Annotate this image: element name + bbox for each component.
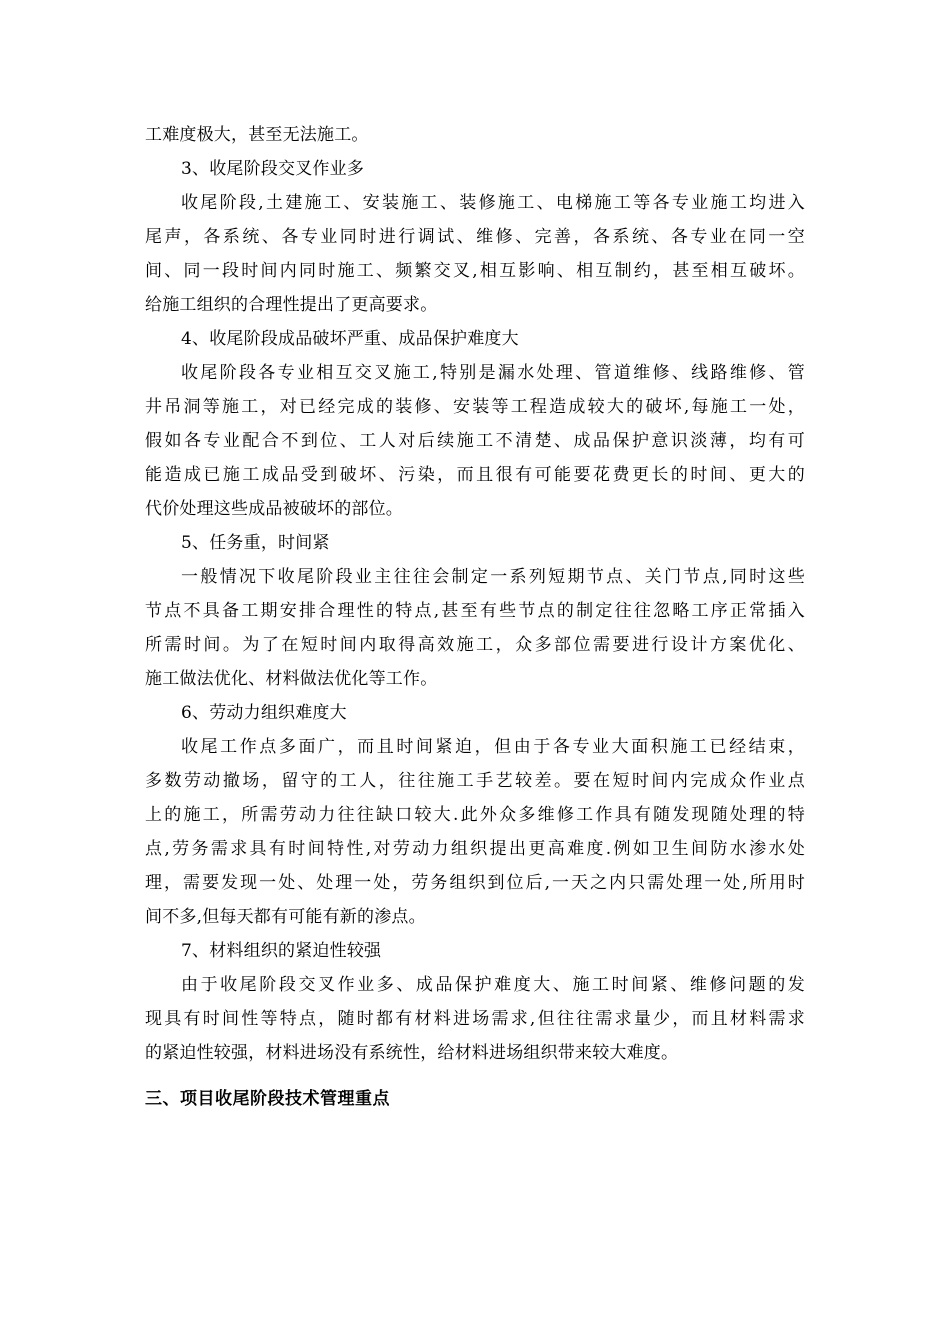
paragraph-line: 间不多,但每天都有可能有新的渗点。	[145, 907, 426, 927]
paragraph-line: 代价处理这些成品被破坏的部位。	[145, 499, 403, 519]
paragraph-line: 假如各专业配合不到位、工人对后续施工不清楚、成品保护意识淡薄，均有可	[145, 431, 805, 451]
paragraph-line: 上的施工，所需劳动力往往缺口较大.此外众多维修工作具有随发现随处理的特	[145, 805, 805, 825]
paragraph-line: 点,劳务需求具有时间特性,对劳动力组织提出更高难度.例如卫生间防水渗水处	[145, 839, 805, 859]
item-heading-4: 4、收尾阶段成品破坏严重、成品保护难度大	[181, 329, 519, 349]
paragraph-line: 理，需要发现一处、处理一处，劳务组织到位后,一天之内只需处理一处,所用时	[145, 873, 805, 893]
paragraph-line: 能造成已施工成品受到破坏、污染，而且很有可能要花费更长的时间、更大的	[145, 465, 805, 485]
paragraph-line: 现具有时间性等特点，随时都有材料进场需求,但往往需求量少，而且材料需求	[145, 1009, 805, 1029]
paragraph-line: 施工做法优化、材料做法优化等工作。	[145, 669, 438, 689]
item-heading-5: 5、任务重，时间紧	[181, 533, 330, 553]
item-heading-7: 7、材料组织的紧迫性较强	[181, 941, 382, 961]
paragraph-line: 所需时间。为了在短时间内取得高效施工，众多部位需要进行设计方案优化、	[145, 635, 805, 655]
paragraph-line: 一般情况下收尾阶段业主往往会制定一系列短期节点、关门节点,同时这些	[181, 567, 805, 587]
paragraph-line: 井吊洞等施工，对已经完成的装修、安装等工程造成较大的破坏,每施工一处，	[145, 397, 805, 417]
document-body	[145, 118, 805, 1116]
paragraph-line: 的紧迫性较强，材料进场没有系统性，给材料进场组织带来较大难度。	[145, 1043, 679, 1063]
section-title: 三、项目收尾阶段技术管理重点	[145, 1089, 390, 1109]
item-heading-3: 3、收尾阶段交叉作业多	[181, 159, 365, 179]
item-heading-6: 6、劳动力组织难度大	[181, 703, 347, 723]
paragraph-line: 间、同一段时间内同时施工、频繁交叉,相互影响、相互制约，甚至相互破坏。	[145, 261, 805, 281]
paragraph-line: 尾声，各系统、各专业同时进行调试、维修、完善，各系统、各专业在同一空	[145, 227, 805, 247]
paragraph-line: 给施工组织的合理性提出了更高要求。	[145, 295, 438, 315]
paragraph-line: 工难度极大，甚至无法施工。	[145, 125, 369, 145]
paragraph-line: 由于收尾阶段交叉作业多、成品保护难度大、施工时间紧、维修问题的发	[181, 975, 805, 995]
paragraph-line: 收尾阶段,土建施工、安装施工、装修施工、电梯施工等各专业施工均进入	[181, 193, 805, 213]
paragraph-line: 多数劳动撤场，留守的工人，往往施工手艺较差。要在短时间内完成众作业点	[145, 771, 805, 791]
paragraph-line: 收尾阶段各专业相互交叉施工,特别是漏水处理、管道维修、线路维修、管	[181, 363, 805, 383]
paragraph-line: 收尾工作点多面广，而且时间紧迫，但由于各专业大面积施工已经结束，	[181, 737, 805, 757]
paragraph-line: 节点不具备工期安排合理性的特点,甚至有些节点的制定往往忽略工序正常插入	[145, 601, 805, 621]
